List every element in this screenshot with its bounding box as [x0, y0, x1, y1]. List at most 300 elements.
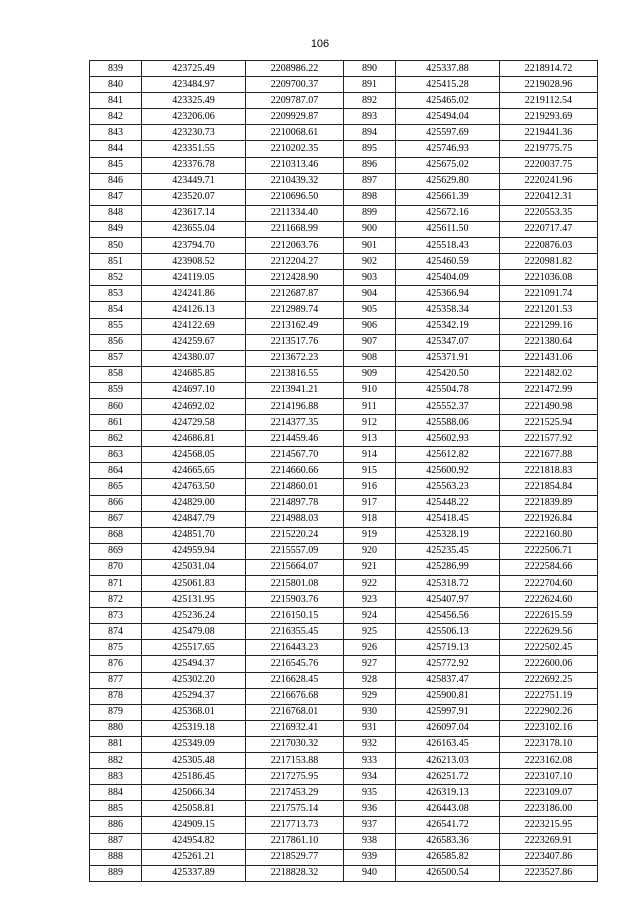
table-row — [344, 238, 598, 254]
table-row — [90, 415, 344, 431]
point-number-cell: 901 — [344, 238, 396, 254]
point-number-cell: 902 — [344, 254, 396, 270]
table-row — [90, 254, 344, 270]
point-number-cell: 890 — [344, 61, 396, 77]
y-coordinate-cell: 2211334.40 — [246, 205, 344, 221]
point-number-cell: 852 — [90, 270, 142, 286]
table-row — [90, 157, 344, 173]
y-coordinate-cell: 2217275.95 — [246, 769, 344, 785]
table-row — [90, 672, 344, 688]
table-row — [90, 238, 344, 254]
y-coordinate-cell: 2221091.74 — [500, 286, 598, 302]
x-coordinate-cell: 424685.85 — [142, 366, 246, 382]
table-row — [344, 398, 598, 414]
table-row — [344, 559, 598, 575]
x-coordinate-cell: 425186.45 — [142, 769, 246, 785]
y-coordinate-cell: 2222692.25 — [500, 672, 598, 688]
x-coordinate-cell: 425420.50 — [396, 366, 500, 382]
y-coordinate-cell: 2223107.10 — [500, 769, 598, 785]
y-coordinate-cell: 2221525.94 — [500, 415, 598, 431]
y-coordinate-cell: 2220412.31 — [500, 189, 598, 205]
x-coordinate-cell: 426500.54 — [396, 865, 500, 881]
x-coordinate-cell: 425404.09 — [396, 270, 500, 286]
point-number-cell: 839 — [90, 61, 142, 77]
x-coordinate-cell: 425719.13 — [396, 640, 500, 656]
x-coordinate-cell: 424829.00 — [142, 495, 246, 511]
x-coordinate-cell: 425602.93 — [396, 431, 500, 447]
table-row — [90, 125, 344, 141]
table-row — [90, 736, 344, 752]
y-coordinate-cell: 2220876.03 — [500, 238, 598, 254]
y-coordinate-cell: 2221299.16 — [500, 318, 598, 334]
point-number-cell: 862 — [90, 431, 142, 447]
y-coordinate-cell: 2218529.77 — [246, 849, 344, 865]
point-number-cell: 887 — [90, 833, 142, 849]
y-coordinate-cell: 2216932.41 — [246, 720, 344, 736]
x-coordinate-cell: 424692.02 — [142, 398, 246, 414]
y-coordinate-cell: 2214377.35 — [246, 415, 344, 431]
x-coordinate-cell: 424697.10 — [142, 382, 246, 398]
point-number-cell: 896 — [344, 157, 396, 173]
table-row — [344, 688, 598, 704]
y-coordinate-cell: 2221926.84 — [500, 511, 598, 527]
y-coordinate-cell: 2222624.60 — [500, 592, 598, 608]
table-row — [344, 318, 598, 334]
x-coordinate-cell: 425235.45 — [396, 543, 500, 559]
y-coordinate-cell: 2212687.87 — [246, 286, 344, 302]
point-number-cell: 850 — [90, 238, 142, 254]
x-coordinate-cell: 425358.34 — [396, 302, 500, 318]
point-number-cell: 875 — [90, 640, 142, 656]
table-row — [344, 431, 598, 447]
y-coordinate-cell: 2213816.55 — [246, 366, 344, 382]
table-row — [344, 592, 598, 608]
table-row — [90, 382, 344, 398]
y-coordinate-cell: 2222502.45 — [500, 640, 598, 656]
y-coordinate-cell: 2222506.71 — [500, 543, 598, 559]
y-coordinate-cell: 2213941.21 — [246, 382, 344, 398]
x-coordinate-cell: 423655.04 — [142, 221, 246, 237]
point-number-cell: 930 — [344, 704, 396, 720]
point-number-cell: 840 — [90, 77, 142, 93]
table-row — [344, 865, 598, 881]
y-coordinate-cell: 2216768.01 — [246, 704, 344, 720]
point-number-cell: 935 — [344, 785, 396, 801]
y-coordinate-cell: 2221472.99 — [500, 382, 598, 398]
y-coordinate-cell: 2208986.22 — [246, 61, 344, 77]
y-coordinate-cell: 2210439.32 — [246, 173, 344, 189]
point-number-cell: 880 — [90, 720, 142, 736]
table-row — [344, 753, 598, 769]
table-row — [344, 479, 598, 495]
table-row — [344, 576, 598, 592]
point-number-cell: 851 — [90, 254, 142, 270]
table-row — [344, 720, 598, 736]
table-row — [90, 270, 344, 286]
table-row — [90, 656, 344, 672]
point-number-cell: 873 — [90, 608, 142, 624]
point-number-cell: 922 — [344, 576, 396, 592]
table-row — [344, 173, 598, 189]
y-coordinate-cell: 2219775.75 — [500, 141, 598, 157]
table-row — [90, 398, 344, 414]
point-number-cell: 904 — [344, 286, 396, 302]
point-number-cell: 849 — [90, 221, 142, 237]
x-coordinate-cell: 425066.34 — [142, 785, 246, 801]
x-coordinate-cell: 425415.28 — [396, 77, 500, 93]
y-coordinate-cell: 2220037.75 — [500, 157, 598, 173]
y-coordinate-cell: 2217030.32 — [246, 736, 344, 752]
point-number-cell: 914 — [344, 447, 396, 463]
table-row — [344, 61, 598, 77]
y-coordinate-cell: 2222704.60 — [500, 576, 598, 592]
x-coordinate-cell: 425058.81 — [142, 801, 246, 817]
y-coordinate-cell: 2221854.84 — [500, 479, 598, 495]
x-coordinate-cell: 424729.58 — [142, 415, 246, 431]
x-coordinate-cell: 425506.13 — [396, 624, 500, 640]
y-coordinate-cell: 2216355.45 — [246, 624, 344, 640]
x-coordinate-cell: 425772.92 — [396, 656, 500, 672]
y-coordinate-cell: 2221577.92 — [500, 431, 598, 447]
point-number-cell: 882 — [90, 753, 142, 769]
point-number-cell: 879 — [90, 704, 142, 720]
point-number-cell: 844 — [90, 141, 142, 157]
point-number-cell: 888 — [90, 849, 142, 865]
y-coordinate-cell: 2223269.91 — [500, 833, 598, 849]
table-row — [344, 640, 598, 656]
x-coordinate-cell: 425997.91 — [396, 704, 500, 720]
y-coordinate-cell: 2215557.09 — [246, 543, 344, 559]
table-row — [90, 720, 344, 736]
table-row — [90, 576, 344, 592]
point-number-cell: 938 — [344, 833, 396, 849]
y-coordinate-cell: 2217453.29 — [246, 785, 344, 801]
point-number-cell: 877 — [90, 672, 142, 688]
table-row — [90, 511, 344, 527]
point-number-cell: 927 — [344, 656, 396, 672]
y-coordinate-cell: 2222751.19 — [500, 688, 598, 704]
x-coordinate-cell: 425465.02 — [396, 93, 500, 109]
y-coordinate-cell: 2213672.23 — [246, 350, 344, 366]
point-number-cell: 920 — [344, 543, 396, 559]
point-number-cell: 931 — [344, 720, 396, 736]
x-coordinate-cell: 425286.99 — [396, 559, 500, 575]
x-coordinate-cell: 424568.05 — [142, 447, 246, 463]
point-number-cell: 885 — [90, 801, 142, 817]
table-row — [90, 527, 344, 543]
table-row — [344, 817, 598, 833]
x-coordinate-cell: 425460.59 — [396, 254, 500, 270]
point-number-cell: 842 — [90, 109, 142, 125]
y-coordinate-cell: 2223215.95 — [500, 817, 598, 833]
x-coordinate-cell: 425746.93 — [396, 141, 500, 157]
table-row — [344, 221, 598, 237]
table-row — [344, 769, 598, 785]
point-number-cell: 939 — [344, 849, 396, 865]
table-row — [344, 849, 598, 865]
y-coordinate-cell: 2218914.72 — [500, 61, 598, 77]
point-number-cell: 866 — [90, 495, 142, 511]
table-row — [90, 833, 344, 849]
table-row — [90, 173, 344, 189]
point-number-cell: 928 — [344, 672, 396, 688]
table-row — [344, 350, 598, 366]
point-number-cell: 932 — [344, 736, 396, 752]
table-row — [344, 527, 598, 543]
table-row — [90, 865, 344, 881]
table-row — [344, 157, 598, 173]
point-number-cell: 846 — [90, 173, 142, 189]
x-coordinate-cell: 423725.49 — [142, 61, 246, 77]
y-coordinate-cell: 2222615.59 — [500, 608, 598, 624]
y-coordinate-cell: 2223527.86 — [500, 865, 598, 881]
y-coordinate-cell: 2223178.10 — [500, 736, 598, 752]
x-coordinate-cell: 425418.45 — [396, 511, 500, 527]
table-row — [344, 785, 598, 801]
point-number-cell: 912 — [344, 415, 396, 431]
y-coordinate-cell: 2218828.32 — [246, 865, 344, 881]
point-number-cell: 903 — [344, 270, 396, 286]
x-coordinate-cell: 425611.50 — [396, 221, 500, 237]
y-coordinate-cell: 2217575.14 — [246, 801, 344, 817]
table-row — [90, 221, 344, 237]
point-number-cell: 909 — [344, 366, 396, 382]
y-coordinate-cell: 2215664.07 — [246, 559, 344, 575]
y-coordinate-cell: 2212428.90 — [246, 270, 344, 286]
table-row — [344, 704, 598, 720]
y-coordinate-cell: 2215220.24 — [246, 527, 344, 543]
x-coordinate-cell: 424686.81 — [142, 431, 246, 447]
table-row — [344, 447, 598, 463]
x-coordinate-cell: 424126.13 — [142, 302, 246, 318]
x-coordinate-cell: 425349.09 — [142, 736, 246, 752]
x-coordinate-cell: 424851.70 — [142, 527, 246, 543]
point-number-cell: 857 — [90, 350, 142, 366]
x-coordinate-cell: 425371.91 — [396, 350, 500, 366]
x-coordinate-cell: 424763.50 — [142, 479, 246, 495]
y-coordinate-cell: 2223109.07 — [500, 785, 598, 801]
point-number-cell: 863 — [90, 447, 142, 463]
table-row — [90, 189, 344, 205]
x-coordinate-cell: 424954.82 — [142, 833, 246, 849]
point-number-cell: 907 — [344, 334, 396, 350]
table-row — [344, 463, 598, 479]
table-row — [90, 704, 344, 720]
y-coordinate-cell: 2221818.83 — [500, 463, 598, 479]
point-number-cell: 886 — [90, 817, 142, 833]
point-number-cell: 893 — [344, 109, 396, 125]
point-number-cell: 923 — [344, 592, 396, 608]
y-coordinate-cell: 2222902.26 — [500, 704, 598, 720]
x-coordinate-cell: 423449.71 — [142, 173, 246, 189]
x-coordinate-cell: 424119.05 — [142, 270, 246, 286]
x-coordinate-cell: 426583.36 — [396, 833, 500, 849]
y-coordinate-cell: 2213162.49 — [246, 318, 344, 334]
y-coordinate-cell: 2217713.73 — [246, 817, 344, 833]
point-number-cell: 845 — [90, 157, 142, 173]
y-coordinate-cell: 2209700.37 — [246, 77, 344, 93]
table-row — [90, 350, 344, 366]
table-row — [90, 753, 344, 769]
y-coordinate-cell: 2221036.08 — [500, 270, 598, 286]
y-coordinate-cell: 2216676.68 — [246, 688, 344, 704]
point-number-cell: 919 — [344, 527, 396, 543]
y-coordinate-cell: 2222629.56 — [500, 624, 598, 640]
table-row — [90, 109, 344, 125]
point-number-cell: 910 — [344, 382, 396, 398]
point-number-cell: 933 — [344, 753, 396, 769]
point-number-cell: 847 — [90, 189, 142, 205]
x-coordinate-cell: 425366.94 — [396, 286, 500, 302]
x-coordinate-cell: 423325.49 — [142, 93, 246, 109]
x-coordinate-cell: 426097.04 — [396, 720, 500, 736]
point-number-cell: 841 — [90, 93, 142, 109]
point-number-cell: 925 — [344, 624, 396, 640]
x-coordinate-cell: 425319.18 — [142, 720, 246, 736]
table-row — [344, 286, 598, 302]
point-number-cell: 929 — [344, 688, 396, 704]
x-coordinate-cell: 424665.65 — [142, 463, 246, 479]
point-number-cell: 864 — [90, 463, 142, 479]
x-coordinate-cell: 425318.72 — [396, 576, 500, 592]
point-number-cell: 878 — [90, 688, 142, 704]
x-coordinate-cell: 425407.97 — [396, 592, 500, 608]
x-coordinate-cell: 426541.72 — [396, 817, 500, 833]
page-number: 106 — [310, 38, 330, 50]
y-coordinate-cell: 2222584.66 — [500, 559, 598, 575]
point-number-cell: 848 — [90, 205, 142, 221]
y-coordinate-cell: 2210696.50 — [246, 189, 344, 205]
y-coordinate-cell: 2219293.69 — [500, 109, 598, 125]
y-coordinate-cell: 2222160.80 — [500, 527, 598, 543]
table-row — [90, 318, 344, 334]
y-coordinate-cell: 2216150.15 — [246, 608, 344, 624]
table-row — [90, 543, 344, 559]
table-row — [90, 205, 344, 221]
table-row — [344, 656, 598, 672]
x-coordinate-cell: 424959.94 — [142, 543, 246, 559]
x-coordinate-cell: 425302.20 — [142, 672, 246, 688]
x-coordinate-cell: 425504.78 — [396, 382, 500, 398]
table-row — [344, 608, 598, 624]
point-number-cell: 872 — [90, 592, 142, 608]
y-coordinate-cell: 2214459.46 — [246, 431, 344, 447]
point-number-cell: 874 — [90, 624, 142, 640]
y-coordinate-cell: 2220553.35 — [500, 205, 598, 221]
x-coordinate-cell: 425342.19 — [396, 318, 500, 334]
table-row — [90, 688, 344, 704]
table-row — [344, 624, 598, 640]
x-coordinate-cell: 425563.23 — [396, 479, 500, 495]
x-coordinate-cell: 425552.37 — [396, 398, 500, 414]
x-coordinate-cell: 426585.82 — [396, 849, 500, 865]
point-number-cell: 906 — [344, 318, 396, 334]
point-number-cell: 889 — [90, 865, 142, 881]
point-number-cell: 855 — [90, 318, 142, 334]
point-number-cell: 917 — [344, 495, 396, 511]
point-number-cell: 861 — [90, 415, 142, 431]
point-number-cell: 860 — [90, 398, 142, 414]
point-number-cell: 884 — [90, 785, 142, 801]
table-row — [344, 736, 598, 752]
table-row — [90, 366, 344, 382]
x-coordinate-cell: 425347.07 — [396, 334, 500, 350]
y-coordinate-cell: 2221839.89 — [500, 495, 598, 511]
table-row — [344, 125, 598, 141]
point-number-cell: 869 — [90, 543, 142, 559]
x-coordinate-cell: 425448.22 — [396, 495, 500, 511]
x-coordinate-cell: 424259.67 — [142, 334, 246, 350]
table-row — [90, 334, 344, 350]
table-row — [344, 254, 598, 270]
y-coordinate-cell: 2212204.27 — [246, 254, 344, 270]
point-number-cell: 940 — [344, 865, 396, 881]
y-coordinate-cell: 2216545.76 — [246, 656, 344, 672]
x-coordinate-cell: 425479.08 — [142, 624, 246, 640]
x-coordinate-cell: 425261.21 — [142, 849, 246, 865]
table-row — [90, 77, 344, 93]
table-row — [90, 769, 344, 785]
x-coordinate-cell: 424909.15 — [142, 817, 246, 833]
point-number-cell: 924 — [344, 608, 396, 624]
point-number-cell: 853 — [90, 286, 142, 302]
y-coordinate-cell: 2219112.54 — [500, 93, 598, 109]
table-row — [90, 624, 344, 640]
point-number-cell: 921 — [344, 559, 396, 575]
point-number-cell: 915 — [344, 463, 396, 479]
x-coordinate-cell: 426213.03 — [396, 753, 500, 769]
y-coordinate-cell: 2212063.76 — [246, 238, 344, 254]
table-row — [90, 559, 344, 575]
x-coordinate-cell: 423351.55 — [142, 141, 246, 157]
point-number-cell: 934 — [344, 769, 396, 785]
table-row — [344, 270, 598, 286]
point-number-cell: 898 — [344, 189, 396, 205]
y-coordinate-cell: 2214660.66 — [246, 463, 344, 479]
x-coordinate-cell: 425494.04 — [396, 109, 500, 125]
point-number-cell: 926 — [344, 640, 396, 656]
x-coordinate-cell: 423908.52 — [142, 254, 246, 270]
table-row — [344, 205, 598, 221]
x-coordinate-cell: 424241.86 — [142, 286, 246, 302]
y-coordinate-cell: 2210202.35 — [246, 141, 344, 157]
y-coordinate-cell: 2220241.96 — [500, 173, 598, 189]
x-coordinate-cell: 425672.16 — [396, 205, 500, 221]
y-coordinate-cell: 2220717.47 — [500, 221, 598, 237]
y-coordinate-cell: 2223186.00 — [500, 801, 598, 817]
y-coordinate-cell: 2221431.06 — [500, 350, 598, 366]
y-coordinate-cell: 2214988.03 — [246, 511, 344, 527]
table-row — [344, 189, 598, 205]
x-coordinate-cell: 425517.65 — [142, 640, 246, 656]
table-row — [90, 608, 344, 624]
x-coordinate-cell: 425837.47 — [396, 672, 500, 688]
y-coordinate-cell: 2209929.87 — [246, 109, 344, 125]
y-coordinate-cell: 2210068.61 — [246, 125, 344, 141]
table-row — [344, 833, 598, 849]
y-coordinate-cell: 2214567.70 — [246, 447, 344, 463]
table-row — [344, 511, 598, 527]
y-coordinate-cell: 2221677.88 — [500, 447, 598, 463]
point-number-cell: 895 — [344, 141, 396, 157]
y-coordinate-cell: 2212989.74 — [246, 302, 344, 318]
point-number-cell: 867 — [90, 511, 142, 527]
y-coordinate-cell: 2221201.53 — [500, 302, 598, 318]
coordinate-table-left — [89, 60, 344, 882]
point-number-cell: 905 — [344, 302, 396, 318]
x-coordinate-cell: 425368.01 — [142, 704, 246, 720]
table-row — [344, 495, 598, 511]
